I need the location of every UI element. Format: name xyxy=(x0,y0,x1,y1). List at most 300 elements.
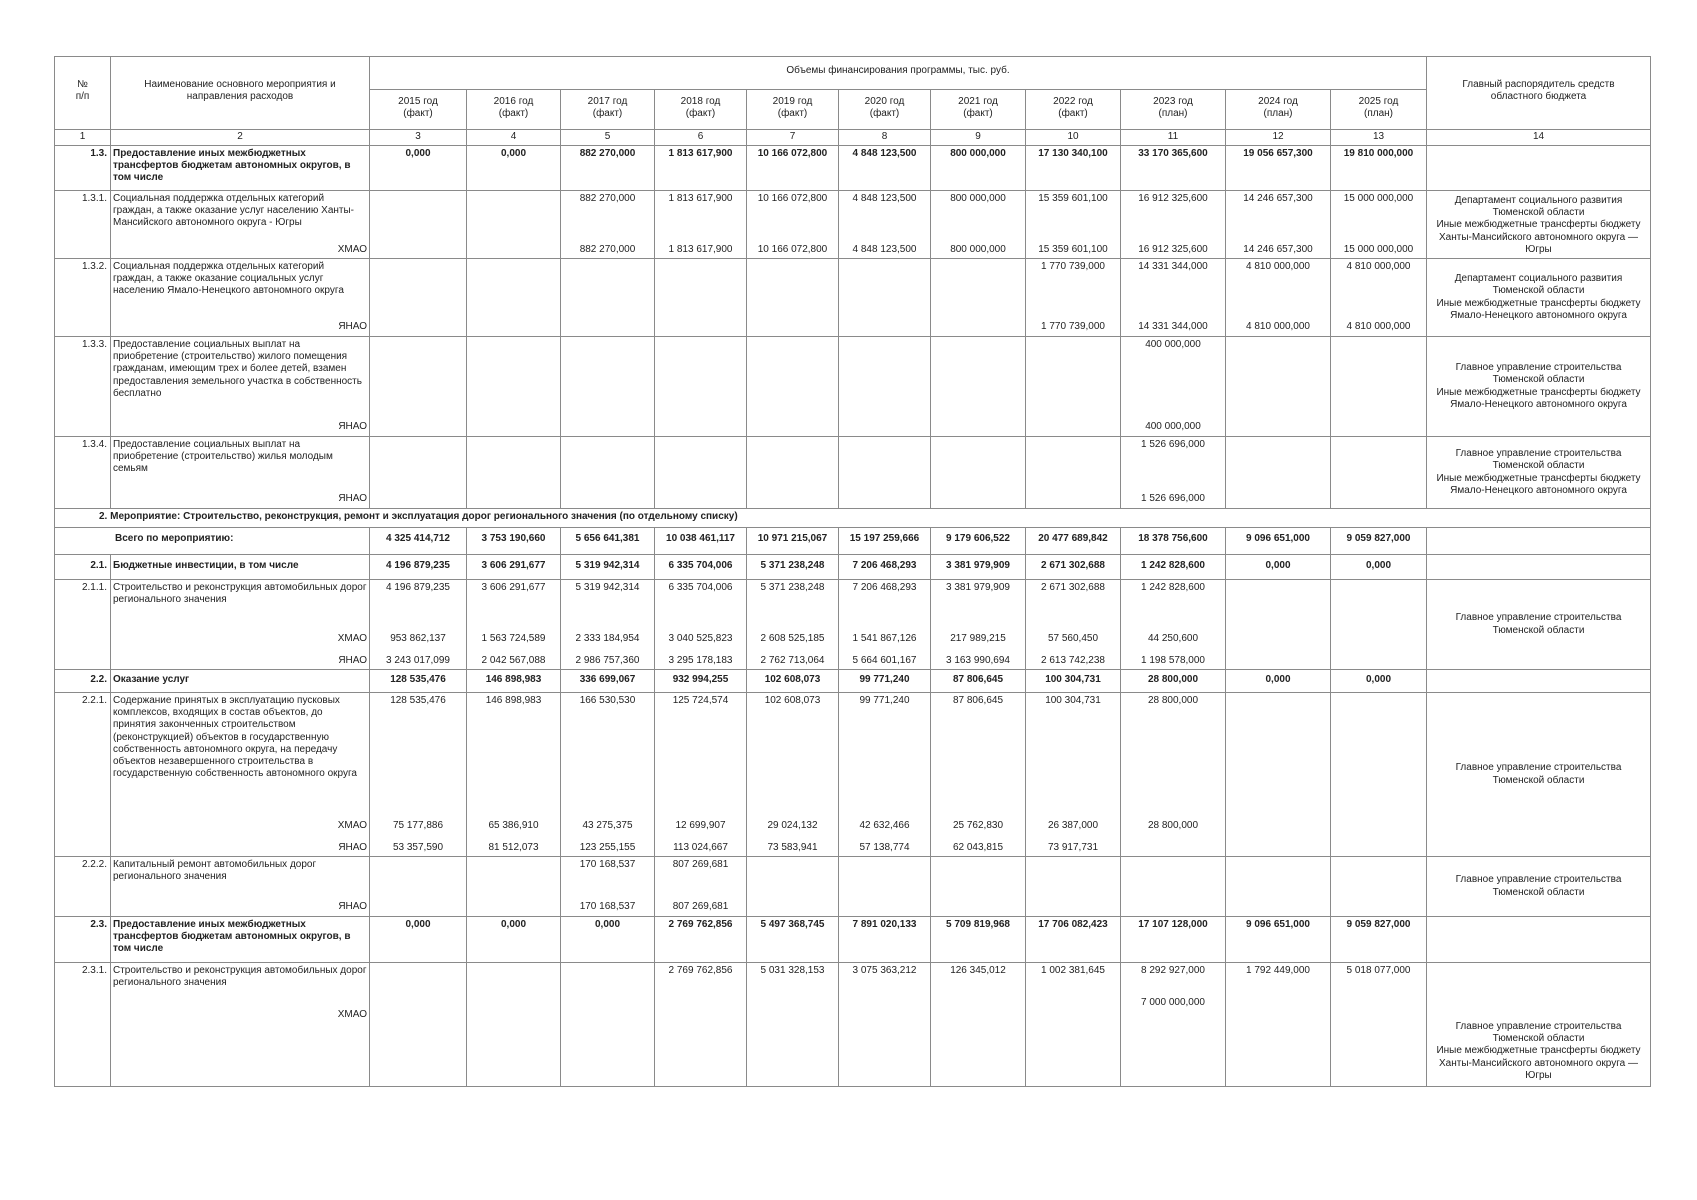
value-cell: 26 387,000 xyxy=(1026,811,1121,835)
value-cell: 1 563 724,589 xyxy=(467,626,561,648)
value-cell xyxy=(931,259,1026,337)
value-cell: 7 206 468,293 xyxy=(839,555,931,580)
value-cell xyxy=(931,857,1026,917)
value-cell xyxy=(561,963,655,1087)
value-cell xyxy=(561,259,655,337)
row-number: 1.3. xyxy=(55,146,111,191)
value-cell: 2 608 525,185 xyxy=(747,626,839,648)
table-row-region xyxy=(55,811,1651,835)
value-total: 5 018 077,000 xyxy=(1346,965,1411,976)
value-cell xyxy=(1226,693,1331,811)
value-cell xyxy=(467,337,561,437)
value-region: 4 810 000,000 xyxy=(1246,320,1310,332)
header-year: 2016 год (факт) xyxy=(467,90,561,130)
value-pair xyxy=(372,339,464,433)
value-cell: 9 096 651,000 xyxy=(1226,528,1331,555)
table-row xyxy=(55,337,1651,437)
value-cell xyxy=(1331,857,1427,917)
value-cell xyxy=(1121,337,1226,437)
row-name-block xyxy=(113,965,367,1022)
row-responsible xyxy=(1427,146,1651,191)
value-cell xyxy=(370,191,467,241)
header-name: Наименование основного мероприятия и направления расходов xyxy=(111,57,370,130)
value-cell: 0,000 xyxy=(561,917,655,963)
value-pair xyxy=(469,439,558,505)
header-year: 2022 год (факт) xyxy=(1026,90,1121,130)
value-cell xyxy=(1331,811,1427,835)
value-cell: 15 000 000,000 xyxy=(1331,241,1427,259)
row-number: 2.3.1. xyxy=(55,963,111,1087)
value-pair xyxy=(841,439,928,505)
value-cell xyxy=(747,857,839,917)
value-cell: 0,000 xyxy=(1331,670,1427,693)
value-cell: 5 371 238,248 xyxy=(747,555,839,580)
value-cell: 1 242 828,600 xyxy=(1121,580,1226,626)
row-number: 1.3.4. xyxy=(55,437,111,509)
value-cell: 15 197 259,666 xyxy=(839,528,931,555)
row-number: 2.2. xyxy=(55,670,111,693)
value-total: 4 810 000,000 xyxy=(1246,261,1310,272)
value-cell: 44 250,600 xyxy=(1121,626,1226,648)
value-cell: 4 325 414,712 xyxy=(370,528,467,555)
row-name: Бюджетные инвестиции, в том числе xyxy=(111,555,370,580)
value-cell: 102 608,073 xyxy=(747,693,839,811)
value-region: 400 000,000 xyxy=(1145,420,1201,432)
value-cell xyxy=(370,337,467,437)
table-row-region xyxy=(55,626,1651,648)
value-cell xyxy=(467,241,561,259)
value-cell: 15 000 000,000 xyxy=(1331,191,1427,241)
row-region: ХМАО xyxy=(111,626,370,648)
value-cell xyxy=(1226,963,1331,1087)
row-name-block xyxy=(113,339,367,433)
value-cell: 28 800,000 xyxy=(1121,811,1226,835)
table-row xyxy=(55,963,1651,1087)
header-year: 2025 год (план) xyxy=(1331,90,1427,130)
value-cell xyxy=(1226,337,1331,437)
value-cell: 3 295 178,183 xyxy=(655,648,747,670)
value-cell: 882 270,000 xyxy=(561,191,655,241)
value-cell: 99 771,240 xyxy=(839,670,931,693)
value-cell: 99 771,240 xyxy=(839,693,931,811)
value-pair xyxy=(657,859,744,913)
value-cell xyxy=(655,857,747,917)
value-total: 126 345,012 xyxy=(950,965,1006,976)
value-cell: 20 477 689,842 xyxy=(1026,528,1121,555)
value-cell xyxy=(747,963,839,1087)
header-year: 2018 год (факт) xyxy=(655,90,747,130)
table-row xyxy=(55,693,1651,811)
row-number: 2.2.1. xyxy=(55,693,111,857)
value-pair xyxy=(933,439,1023,505)
value-pair xyxy=(1333,339,1424,433)
row-name: Содержание принятых в эксплуатацию пусковых комплексов, входящих в состав объектов, до принятия законченных строительством (реконструкцией) объектов в государственную собственность автономного округа, на передачу объектов незавершенного строительства в государственную собственность автономного округа xyxy=(111,693,370,811)
value-cell: 3 381 979,909 xyxy=(931,580,1026,626)
value-cell xyxy=(370,241,467,259)
row-region: ЯНАО xyxy=(111,648,370,670)
value-pair xyxy=(657,339,744,433)
row-responsible xyxy=(1427,555,1651,580)
value-cell xyxy=(1226,857,1331,917)
value-pair xyxy=(563,439,652,505)
value-cell xyxy=(1226,626,1331,648)
value-cell xyxy=(655,337,747,437)
value-pair xyxy=(1028,339,1118,433)
total-row xyxy=(55,528,1651,555)
value-cell: 5 319 942,314 xyxy=(561,555,655,580)
row-region: ЯНАО xyxy=(111,835,370,857)
value-pair xyxy=(749,859,836,913)
value-pair xyxy=(563,859,652,913)
value-cell: 9 096 651,000 xyxy=(1226,917,1331,963)
value-total: 170 168,537 xyxy=(579,859,636,870)
column-index: 2 xyxy=(111,130,370,146)
row-number: 2.3. xyxy=(55,917,111,963)
value-cell: 2 613 742,238 xyxy=(1026,648,1121,670)
row-responsible: Главное управление строительства Тюменской области xyxy=(1427,857,1651,917)
header-year: 2015 год (факт) xyxy=(370,90,467,130)
value-cell: 16 912 325,600 xyxy=(1121,191,1226,241)
column-index: 5 xyxy=(561,130,655,146)
header-no: № п/п xyxy=(55,57,111,130)
row-responsible: Главное управление строительства Тюменской области Иные межбюджетные трансферты бюджету Ямало-Ненецкого автономного округа xyxy=(1427,337,1651,437)
value-cell xyxy=(839,259,931,337)
value-pair xyxy=(841,339,928,433)
value-pair xyxy=(372,859,464,913)
value-cell xyxy=(1331,835,1427,857)
column-index: 10 xyxy=(1026,130,1121,146)
value-cell: 3 163 990,694 xyxy=(931,648,1026,670)
value-cell: 932 994,255 xyxy=(655,670,747,693)
value-cell xyxy=(655,437,747,509)
row-number: 1.3.1. xyxy=(55,191,111,259)
value-cell: 28 800,000 xyxy=(1121,670,1226,693)
value-cell xyxy=(1026,963,1121,1087)
table-row xyxy=(55,191,1651,241)
value-cell: 10 166 072,800 xyxy=(747,191,839,241)
value-region: 4 810 000,000 xyxy=(1346,320,1411,332)
value-cell: 882 270,000 xyxy=(561,146,655,191)
header-year: 2024 год (план) xyxy=(1226,90,1331,130)
column-index: 8 xyxy=(839,130,931,146)
row-name: Строительство и реконструкция автомобильных дорог регионального значения xyxy=(113,965,367,989)
row-region: ХМАО xyxy=(111,811,370,835)
header-year: 2019 год (факт) xyxy=(747,90,839,130)
value-pair xyxy=(1333,439,1424,505)
value-pair xyxy=(1123,339,1223,433)
value-pair xyxy=(1333,261,1424,333)
column-index: 1 xyxy=(55,130,111,146)
value-cell xyxy=(747,259,839,337)
column-index-row xyxy=(55,130,1651,146)
value-cell xyxy=(1331,437,1427,509)
value-cell xyxy=(839,963,931,1087)
value-total: 5 031 328,153 xyxy=(760,965,825,976)
value-cell: 7 206 468,293 xyxy=(839,580,931,626)
value-cell xyxy=(1226,259,1331,337)
row-responsible: Главное управление строительства Тюменской области Иные межбюджетные трансферты бюджету Ханты-Мансийского автономного округа — Югры xyxy=(1427,963,1651,1087)
row-region: ЯНАО xyxy=(338,492,367,504)
value-cell: 17 706 082,423 xyxy=(1026,917,1121,963)
value-cell: 15 359 601,100 xyxy=(1026,241,1121,259)
value-cell xyxy=(561,437,655,509)
value-cell: 5 371 238,248 xyxy=(747,580,839,626)
value-cell xyxy=(1121,857,1226,917)
value-cell: 6 335 704,006 xyxy=(655,580,747,626)
value-cell: 19 810 000,000 xyxy=(1331,146,1427,191)
header-year: 2023 год (план) xyxy=(1121,90,1226,130)
value-cell: 3 753 190,660 xyxy=(467,528,561,555)
value-cell xyxy=(467,191,561,241)
value-region: 807 269,681 xyxy=(672,900,729,912)
financing-table xyxy=(54,56,1651,1087)
value-cell: 57 560,450 xyxy=(1026,626,1121,648)
value-pair xyxy=(469,339,558,433)
value-cell: 2 671 302,688 xyxy=(1026,580,1121,626)
value-cell: 4 848 123,500 xyxy=(839,241,931,259)
value-cell: 3 606 291,677 xyxy=(467,555,561,580)
row-name: Предоставление иных межбюджетных трансфертов бюджетам автономных округов, в том числе xyxy=(111,146,370,191)
value-pair xyxy=(469,261,558,333)
row-region: ЯНАО xyxy=(338,900,367,912)
value-total: 14 331 344,000 xyxy=(1138,261,1208,272)
value-cell: 87 806,645 xyxy=(931,670,1026,693)
value-cell: 43 275,375 xyxy=(561,811,655,835)
row-region: ЯНАО xyxy=(338,420,367,432)
value-cell: 73 917,731 xyxy=(1026,835,1121,857)
row-number: 2.1.1. xyxy=(55,580,111,670)
row-responsible: Департамент социального развития Тюменской области Иные межбюджетные трансферты бюджету Ямало-Ненецкого автономного округа xyxy=(1427,259,1651,337)
row-number: 2.2.2. xyxy=(55,857,111,917)
row-name xyxy=(111,963,370,1087)
value-cell: 125 724,574 xyxy=(655,693,747,811)
value-cell xyxy=(1331,693,1427,811)
row-region: ЯНАО xyxy=(338,320,367,332)
value-region: 1 770 739,000 xyxy=(1041,320,1105,332)
value-pair xyxy=(749,261,836,333)
column-index: 12 xyxy=(1226,130,1331,146)
value-cell xyxy=(839,857,931,917)
value-cell xyxy=(1226,580,1331,626)
value-cell: 953 862,137 xyxy=(370,626,467,648)
value-cell xyxy=(1226,648,1331,670)
header-year: 2020 год (факт) xyxy=(839,90,931,130)
value-cell: 9 059 827,000 xyxy=(1331,528,1427,555)
value-pair xyxy=(933,859,1023,913)
row-name xyxy=(111,259,370,337)
value-cell: 87 806,645 xyxy=(931,693,1026,811)
value-pair xyxy=(1228,859,1328,913)
value-cell: 0,000 xyxy=(467,146,561,191)
value-cell xyxy=(467,259,561,337)
value-cell: 146 898,983 xyxy=(467,670,561,693)
column-index: 4 xyxy=(467,130,561,146)
value-cell xyxy=(1331,626,1427,648)
value-cell: 33 170 365,600 xyxy=(1121,146,1226,191)
row-name xyxy=(111,857,370,917)
value-cell: 3 381 979,909 xyxy=(931,555,1026,580)
row-number: 2.1. xyxy=(55,555,111,580)
row-responsible: Главное управление строительства Тюменской области xyxy=(1427,693,1651,857)
value-pair xyxy=(1123,439,1223,505)
row-name: Строительство и реконструкция автомобильных дорог регионального значения xyxy=(111,580,370,626)
value-cell xyxy=(1226,437,1331,509)
column-index: 3 xyxy=(370,130,467,146)
value-cell xyxy=(931,337,1026,437)
row-responsible: Департамент социального развития Тюменской области Иные межбюджетные трансферты бюджету Ханты-Мансийского автономного округа — Югры xyxy=(1427,191,1651,259)
row-number: 1.3.3. xyxy=(55,337,111,437)
value-cell: 800 000,000 xyxy=(931,146,1026,191)
value-pair xyxy=(1333,859,1424,913)
value-total: 2 769 762,856 xyxy=(668,965,733,976)
table-row xyxy=(55,146,1651,191)
value-cell: 6 335 704,006 xyxy=(655,555,747,580)
header-row xyxy=(55,57,1651,90)
row-name xyxy=(111,337,370,437)
row-name-block xyxy=(113,261,367,333)
value-cell: 14 246 657,300 xyxy=(1226,191,1331,241)
value-cell: 113 024,667 xyxy=(655,835,747,857)
value-cell xyxy=(467,437,561,509)
value-pair xyxy=(657,439,744,505)
value-region: 7 000 000,000 xyxy=(1141,997,1205,1009)
value-cell xyxy=(931,437,1026,509)
value-cell xyxy=(1331,963,1427,1087)
column-index: 7 xyxy=(747,130,839,146)
value-cell: 3 606 291,677 xyxy=(467,580,561,626)
row-responsible xyxy=(1427,670,1651,693)
table-row-region xyxy=(55,835,1651,857)
value-pair xyxy=(372,261,464,333)
value-total: 1 770 739,000 xyxy=(1041,261,1105,272)
value-cell: 65 386,910 xyxy=(467,811,561,835)
value-cell: 28 800,000 xyxy=(1121,693,1226,811)
value-cell: 17 107 128,000 xyxy=(1121,917,1226,963)
value-pair xyxy=(933,261,1023,333)
value-cell: 9 059 827,000 xyxy=(1331,917,1427,963)
column-index: 14 xyxy=(1427,130,1651,146)
value-cell: 0,000 xyxy=(370,917,467,963)
value-cell: 0,000 xyxy=(1226,555,1331,580)
row-region: ХМАО xyxy=(111,241,370,259)
value-cell: 100 304,731 xyxy=(1026,693,1121,811)
value-cell: 29 024,132 xyxy=(747,811,839,835)
value-pair xyxy=(1228,439,1328,505)
table-row xyxy=(55,259,1651,337)
value-pair xyxy=(749,439,836,505)
value-total: 807 269,681 xyxy=(672,859,729,870)
value-cell xyxy=(1331,580,1427,626)
value-cell: 7 891 020,133 xyxy=(839,917,931,963)
table-row-region xyxy=(55,241,1651,259)
value-pair xyxy=(1123,859,1223,913)
value-cell xyxy=(1121,259,1226,337)
value-cell xyxy=(467,963,561,1087)
value-cell xyxy=(1026,337,1121,437)
value-cell: 12 699,907 xyxy=(655,811,747,835)
value-cell xyxy=(370,857,467,917)
column-index: 11 xyxy=(1121,130,1226,146)
value-cell: 4 848 123,500 xyxy=(839,191,931,241)
value-cell: 3 243 017,099 xyxy=(370,648,467,670)
value-pair xyxy=(749,339,836,433)
value-cell: 128 535,476 xyxy=(370,670,467,693)
value-cell: 4 196 879,235 xyxy=(370,580,467,626)
value-cell: 146 898,983 xyxy=(467,693,561,811)
row-responsible: Главное управление строительства Тюменской области xyxy=(1427,580,1651,670)
value-cell: 62 043,815 xyxy=(931,835,1026,857)
table-row xyxy=(55,670,1651,693)
row-name: Предоставление социальных выплат на приобретение (строительство) жилого помещения гражданам, имеющим трех и более детей, взамен предоставления земельного участка в собственность бесплатно xyxy=(113,339,362,399)
value-pair xyxy=(1228,339,1328,433)
row-responsible xyxy=(1427,528,1651,555)
value-cell: 14 246 657,300 xyxy=(1226,241,1331,259)
header-year: 2021 год (факт) xyxy=(931,90,1026,130)
value-cell: 128 535,476 xyxy=(370,693,467,811)
value-cell: 15 359 601,100 xyxy=(1026,191,1121,241)
value-cell: 73 583,941 xyxy=(747,835,839,857)
value-cell: 1 813 617,900 xyxy=(655,146,747,191)
value-cell: 42 632,466 xyxy=(839,811,931,835)
value-total: 8 292 927,000 xyxy=(1141,965,1205,976)
value-cell: 5 497 368,745 xyxy=(747,917,839,963)
value-cell: 1 541 867,126 xyxy=(839,626,931,648)
value-cell: 882 270,000 xyxy=(561,241,655,259)
value-cell: 10 166 072,800 xyxy=(747,241,839,259)
header-year: 2017 год (факт) xyxy=(561,90,655,130)
value-cell: 1 242 828,600 xyxy=(1121,555,1226,580)
value-cell xyxy=(839,337,931,437)
section-title: 2. Мероприятие: Строительство, реконструкция, ремонт и эксплуатация дорог регионального значения (по отдельному списку) xyxy=(55,509,1651,528)
value-cell xyxy=(655,963,747,1087)
value-pair xyxy=(372,439,464,505)
row-responsible: Главное управление строительства Тюменской области Иные межбюджетные трансферты бюджету Ямало-Ненецкого автономного округа xyxy=(1427,437,1651,509)
value-cell: 3 040 525,823 xyxy=(655,626,747,648)
row-name-block xyxy=(113,439,367,505)
value-cell: 166 530,530 xyxy=(561,693,655,811)
value-cell xyxy=(931,963,1026,1087)
value-pair xyxy=(563,261,652,333)
value-cell: 16 912 325,600 xyxy=(1121,241,1226,259)
value-cell xyxy=(1331,337,1427,437)
value-cell: 5 664 601,167 xyxy=(839,648,931,670)
value-cell: 5 709 819,968 xyxy=(931,917,1026,963)
value-cell xyxy=(655,259,747,337)
value-cell: 10 971 215,067 xyxy=(747,528,839,555)
row-responsible xyxy=(1427,917,1651,963)
value-cell: 123 255,155 xyxy=(561,835,655,857)
row-name: Социальная поддержка отдельных категорий граждан, а также оказание социальных услуг населению Ямало-Ненецкого автономного округа xyxy=(113,261,344,297)
value-total: 1 002 381,645 xyxy=(1041,965,1105,976)
value-cell: 800 000,000 xyxy=(931,241,1026,259)
value-pair xyxy=(841,261,928,333)
value-total: 4 810 000,000 xyxy=(1346,261,1411,272)
value-cell xyxy=(747,437,839,509)
value-cell: 4 196 879,235 xyxy=(370,555,467,580)
value-cell: 81 512,073 xyxy=(467,835,561,857)
row-name xyxy=(111,437,370,509)
value-cell xyxy=(1026,259,1121,337)
value-region: 1 526 696,000 xyxy=(1141,492,1205,504)
value-pair xyxy=(563,339,652,433)
value-cell: 5 319 942,314 xyxy=(561,580,655,626)
value-cell: 800 000,000 xyxy=(931,191,1026,241)
value-cell xyxy=(370,259,467,337)
table-row xyxy=(55,580,1651,626)
value-cell: 0,000 xyxy=(370,146,467,191)
value-pair xyxy=(933,339,1023,433)
value-cell: 25 762,830 xyxy=(931,811,1026,835)
